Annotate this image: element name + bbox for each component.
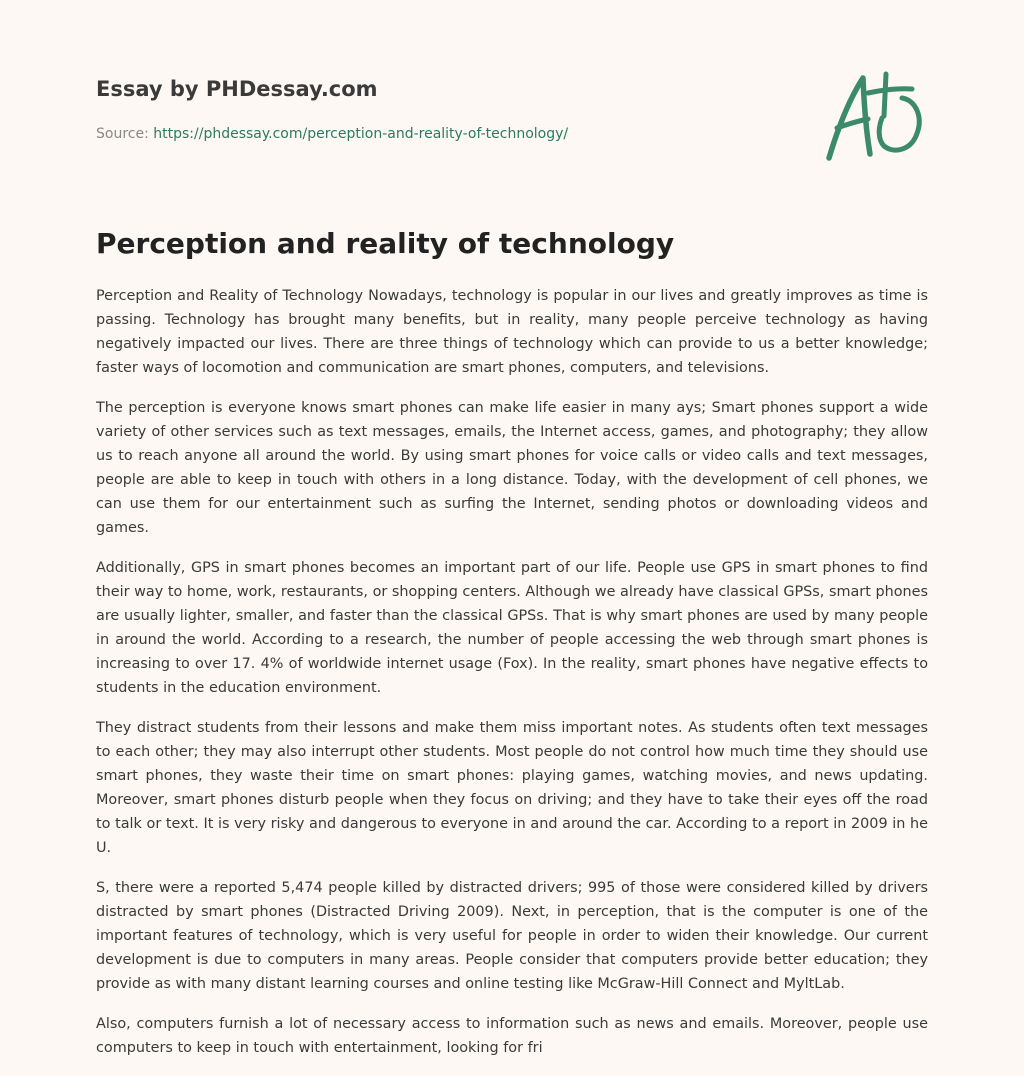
source-link[interactable]: https://phdessay.com/perception-and-reality-of-technology/ [153,126,569,142]
essay-paragraph: Additionally, GPS in smart phones becomes an important part of our life. People use GPS in smart phones to find their way to home, work, restaurants, or shopping centers. Although we already have classical GPSs, smart phones are usually lighter, smaller, and faster than the classical GPSs. That is why smart phones are used by many people in around the world. According to a research, the number of people accessing the web through smart phones is increasing to over 17. 4% of worldwide internet usage (Fox). In the reality, smart phones have negative effects to students in the education environment. [96,560,928,696]
source-line [96,124,796,144]
essay-body [96,284,928,1076]
essay-paragraph: They distract students from their lessons and make them miss important notes. As students often text messages to each other; they may also interrupt other students. Most people do not control how much time they should use smart phones, they waste their time on smart phones: playing games, watching movies, and news updating. Moreover, smart phones disturb people when they focus on driving; and they have to take their eyes off the road to talk or text. It is very risky and dangerous to everyone in and around the car. According to a report in 2009 in he U. [96,720,928,856]
essay-paragraph: The perception is everyone knows smart phones can make life easier in many ays; Smart phones support a wide variety of other services such as text messages, emails, the Internet access, games, and photography; they allow us to reach anyone all around the world. By using smart phones for voice calls or video calls and text messages, people are able to keep in touch with others in a long distance. Today, with the development of cell phones, we can use them for our entertainment such as surfing the Internet, sending photos or downloading videos and games. [96,400,928,536]
a-plus-grade-icon [820,66,930,166]
essay-paragraph: Also, computers furnish a lot of necessary access to information such as news and emails. Moreover, people use computers to keep in touch with entertainment, looking for fri [96,1016,928,1056]
essay-paragraph: S, there were a reported 5,474 people killed by distracted drivers; 995 of those were considered killed by drivers distracted by smart phones (Distracted Driving 2009). Next, in perception, that is the computer is one of the important features of technology, which is very useful for people in order to widen their knowledge. Our current development is due to computers in many areas. People consider that computers provide better education; they provide as with many distant learning courses and online testing like McGraw-Hill Connect and MyltLab. [96,880,928,992]
essay-header [96,72,796,144]
essay-title: Perception and reality of technology [96,227,675,260]
essay-paragraph: Perception and Reality of Technology Nowadays, technology is popular in our lives and greatly improves as time is passing. Technology has brought many benefits, but in reality, many people perceive technology as having negatively impacted our lives. There are three things of technology which can provide to us a better knowledge; faster ways of locomotion and communication are smart phones, computers, and televisions. [96,288,928,376]
brand-title: Essay by PHDessay.com [96,77,378,101]
source-label: Source: [96,126,149,142]
